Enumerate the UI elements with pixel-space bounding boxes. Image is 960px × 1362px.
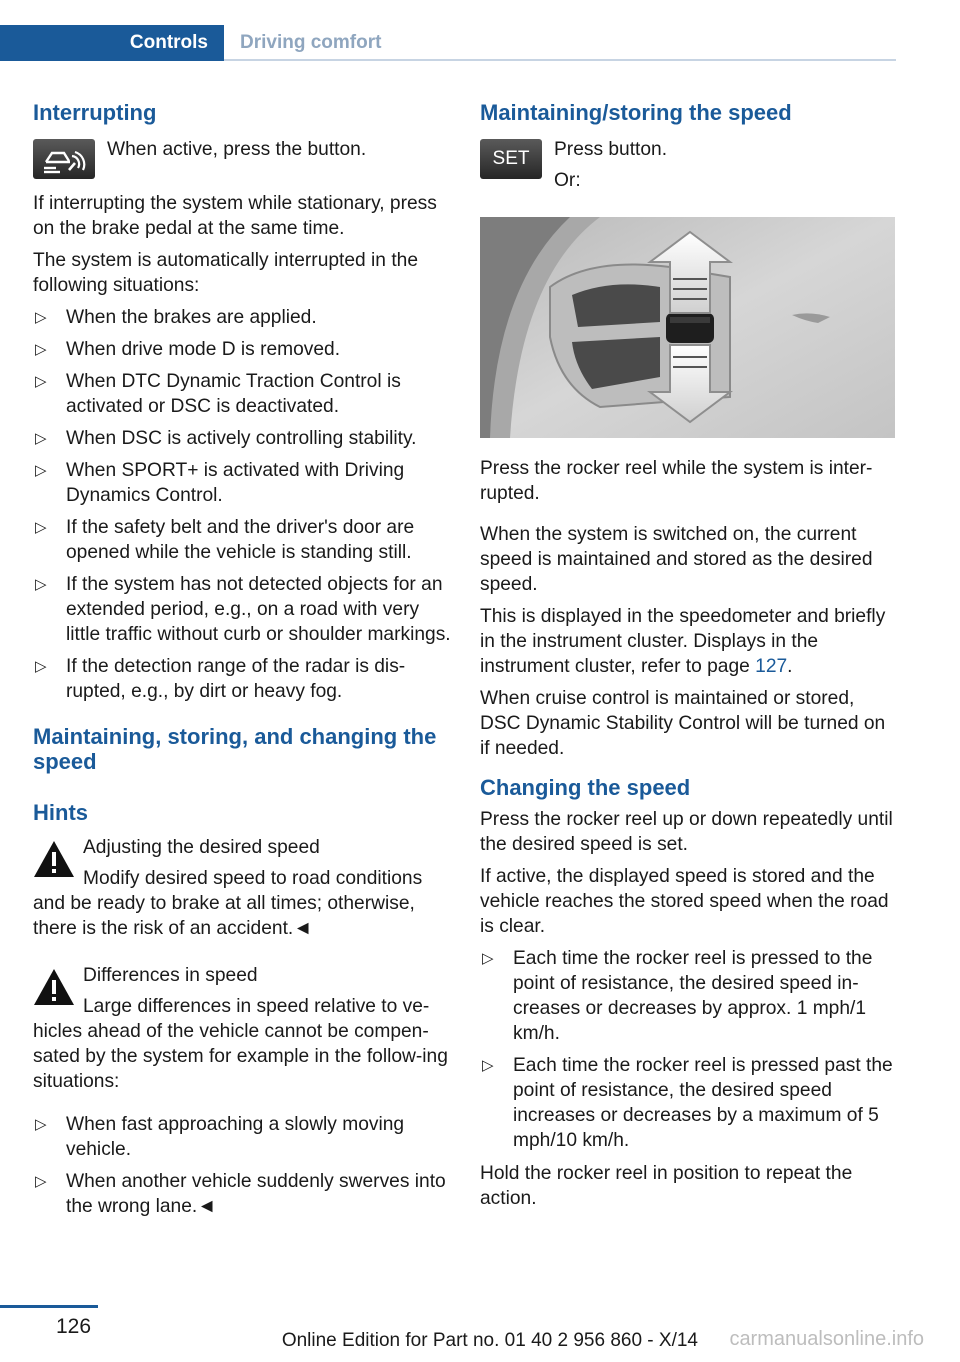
storing-paragraph-4: When cruise control is maintained or stored, DSC Dynamic Stability Control will be turned on if needed. (480, 688, 886, 759)
set-button-icon (480, 139, 542, 179)
warning-triangle-icon (33, 839, 75, 879)
bullet-triangle-icon: ▷ (35, 430, 47, 447)
watermark-text: carmanualsonline.info (729, 1328, 924, 1350)
changing-paragraph-3: Hold the rocker reel in position to repeat the action. (480, 1163, 853, 1209)
changing-speed-list (480, 946, 898, 1153)
bullet-triangle-icon: ▷ (482, 1057, 494, 1074)
list-item: ▷ Each time the rocker reel is pressed past the point of resistance, the desired speed increases or decreases by a maximum of 5 mph/10 km/h. (482, 1055, 893, 1151)
warning-title: Adjusting the desired speed (83, 837, 320, 858)
list-item: ▷ If the safety belt and the driver's door are opened while the vehicle is standing still. (35, 517, 415, 563)
heading-hints: Hints (33, 800, 88, 825)
warning-title: Differences in speed (83, 965, 258, 986)
bullet-triangle-icon: ▷ (482, 950, 494, 967)
right-column (480, 100, 898, 1218)
page-reference-link[interactable]: 127 (755, 656, 788, 677)
section-tab-controls[interactable] (0, 25, 224, 61)
storing-paragraph-1: Press the rocker reel while the system is inter‐rupted. (480, 458, 873, 504)
interrupt-button-caption: When active, press the button. (107, 139, 367, 160)
bullet-triangle-icon: ▷ (35, 519, 47, 536)
list-item: ▷ When the brakes are applied. (35, 307, 317, 328)
edition-text: Online Edition for Part no. 01 40 2 956 860 - X/14 (281, 1330, 698, 1351)
heading-maintaining-storing-changing: Maintaining, storing, and changing the speed (33, 724, 437, 774)
bullet-triangle-icon: ▷ (35, 576, 47, 593)
bullet-triangle-icon: ▷ (35, 1173, 47, 1190)
list-item: ▷ When drive mode D is removed. (35, 339, 341, 360)
list-item: ▷ Each time the rocker reel is pressed to the point of resistance, the desired speed in‐creases or decreases by approx. 1 mph/1 km/h. (482, 948, 873, 1044)
heading-interrupting: Interrupting (33, 100, 157, 125)
storing-paragraph-3: This is displayed in the speedometer and briefly in the instrument cluster. Displays in the instrument cluster, refer to page 127. (480, 606, 886, 677)
heading-maintaining-storing: Maintaining/storing the speed (480, 100, 792, 125)
header-rule (224, 59, 896, 61)
page-number: 126 (56, 1315, 92, 1338)
steering-wheel-rocker-photo (480, 217, 895, 438)
warning-text: Modify desired speed to road conditions and be ready to brake at all times; otherwise, there is the risk of an accident.◄ (33, 868, 423, 939)
speed-difference-situations-list (33, 1112, 453, 1219)
cruise-control-button-icon (33, 139, 95, 179)
list-item: ▷ When DSC is actively controlling stability. (35, 428, 417, 449)
section-tab-driving-comfort[interactable]: Driving comfort (240, 32, 382, 53)
changing-paragraph-2: If active, the displayed speed is stored and the vehicle reaches the stored speed when the road is clear. (480, 866, 889, 937)
list-item: ▷ If the detection range of the radar is dis‐rupted, e.g., by dirt or heavy fog. (35, 656, 406, 702)
warning-adjusting-speed (33, 835, 453, 947)
list-item: ▷ When SPORT+ is activated with Driving Dynamics Control. (35, 460, 405, 506)
set-button-caption: Press button. (554, 139, 668, 160)
interrupt-paragraph-1: If interrupting the system while stationary, press on the brake pedal at the same time. (33, 193, 437, 239)
page-number-bar (0, 1305, 98, 1308)
section-tab-label: Controls (129, 32, 208, 53)
bullet-triangle-icon: ▷ (35, 373, 47, 390)
bullet-triangle-icon: ▷ (35, 309, 47, 326)
list-item: ▷ If the system has not detected objects for an extended period, e.g., on a road with very little traffic without curb or shoulder markings. (35, 574, 451, 645)
changing-paragraph-1: Press the rocker reel up or down repeatedly until the desired speed is set. (480, 809, 893, 855)
set-button-or: Or: (554, 170, 581, 191)
set-button-row (480, 137, 898, 193)
heading-changing-speed: Changing the speed (480, 775, 691, 800)
bullet-triangle-icon: ▷ (35, 1116, 47, 1133)
list-item: ▷ When fast approaching a slowly moving vehicle. (35, 1114, 405, 1160)
interrupt-paragraph-2: The system is automatically interrupted in the following situations: (33, 250, 418, 296)
bullet-triangle-icon: ▷ (35, 462, 47, 479)
bullet-triangle-icon: ▷ (35, 341, 47, 358)
list-item: ▷ When DTC Dynamic Traction Control is activated or DSC is deactivated. (35, 371, 401, 417)
warning-differences-speed (33, 963, 453, 1100)
interrupt-situations-list (33, 305, 453, 704)
storing-paragraph-2: When the system is switched on, the current speed is maintained and stored as the desired speed. (480, 524, 873, 595)
interrupt-button-row (33, 137, 453, 181)
set-button-label: SET (492, 148, 530, 169)
list-item: ▷ When another vehicle suddenly swerves into the wrong lane.◄ (35, 1171, 446, 1217)
left-column (33, 100, 453, 1227)
warning-triangle-icon (33, 967, 75, 1007)
page-header (0, 25, 896, 61)
page-footer (0, 1305, 960, 1362)
warning-text: Large differences in speed relative to ve‐hicles ahead of the vehicle cannot be compen‐sated by the system for example in the follow‐ing situations: (33, 996, 448, 1092)
bullet-triangle-icon: ▷ (35, 658, 47, 675)
